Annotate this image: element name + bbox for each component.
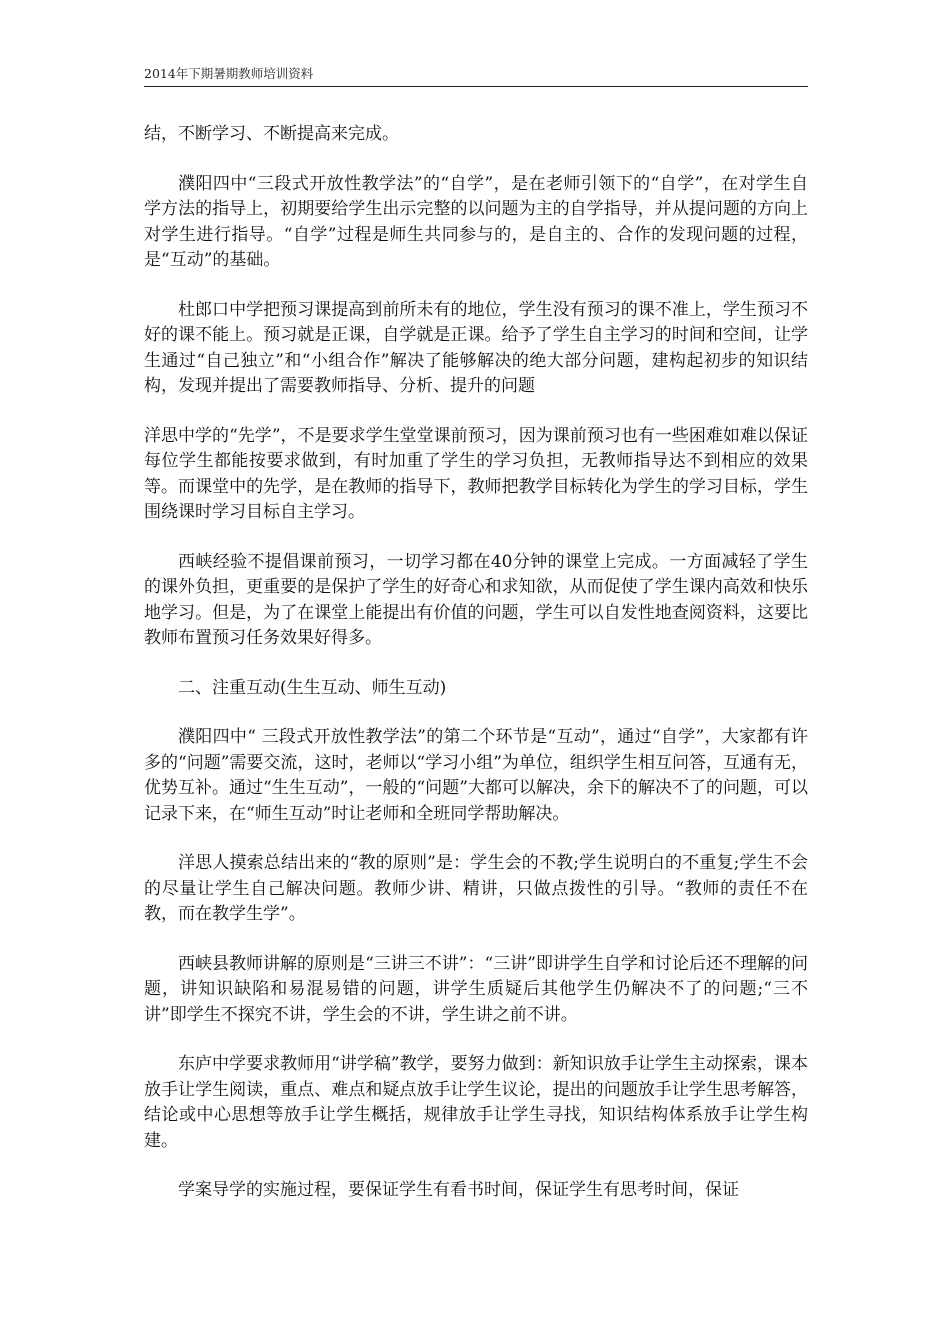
- paragraph-dulangkou-preview: 杜郎口中学把预习课提高到前所未有的地位，学生没有预习的课不准上，学生预习不好的课不能上。预习就是正课，自学就是正课。给予了学生自主学习的时间和空间，让学生通过“自己独立”和“小组合作”解决了能够解决的绝大部分问题，建构起初步的知识结构，发现并提出了需要教师指导、分析、提升的问题: [144, 299, 808, 396]
- paragraph-xixia-experience: 西峡经验不提倡课前预习，一切学习都在40分钟的课堂上完成。一方面减轻了学生的课外负担，更重要的是保护了学生的好奇心和求知欲，从而促使了学生课内高效和快乐地学习。但是，为了在课堂上能提出有价值的问题，学生可以自发性地查阅资料，这要比教师布置预习任务效果好得多。: [144, 551, 808, 648]
- paragraph-yangsi-teaching-principle: 洋思人摸索总结出来的“教的原则”是：学生会的不教;学生说明白的不重复;学生不会的尽量让学生自己解决问题。教师少讲、精讲，只做点拨性的引导。“教师的责任不在教，而在教学生学”。: [144, 853, 808, 924]
- page-header: [144, 64, 808, 87]
- section-heading-interaction: 二、注重互动(生生互动、师生互动): [178, 677, 447, 698]
- header-title: 2014年下期暑期教师培训资料: [144, 66, 314, 81]
- paragraph-puyang-selfstudy: 濮阳四中“三段式开放性教学法”的“自学”，是在老师引领下的“自学”，在对学生自学方法的指导上，初期要给学生出示完整的以问题为主的自学指导，并从提问题的方向上对学生进行指导。“自学”过程是师生共同参与的，是自主的、合作的发现问题的过程，是“互动”的基础。: [144, 173, 808, 270]
- paragraph-donglu-lecture-draft: 东庐中学要求教师用“讲学稿”教学，要努力做到：新知识放手让学生主动探索，课本放手让学生阅读，重点、难点和疑点放手让学生议论，提出的问题放手让学生思考解答，结论或中心思想等放手让学生概括，规律放手让学生寻找，知识结构体系放手让学生构建。: [144, 1054, 808, 1151]
- document-body: [144, 122, 808, 1228]
- paragraph-guided-learning: 学案导学的实施过程，要保证学生有看书时间，保证学生有思考时间，保证: [178, 1180, 739, 1200]
- paragraph-puyang-interaction: 濮阳四中“ 三段式开放性教学法”的第二个环节是“互动”，通过“自学”，大家都有许多的“问题”需要交流，这时，老师以“学习小组”为单位，组织学生相互问答，互通有无，优势互补。通过“生生互动”，一般的“问题”大都可以解决，余下的解决不了的问题，可以记录下来，在“师生互动”时让老师和全班同学帮助解决。: [144, 727, 808, 824]
- paragraph-xixia-three-lectures: 西峡县教师讲解的原则是“三讲三不讲”：“三讲”即讲学生自学和讨论后还不理解的问题，讲知识缺陷和易混易错的问题，讲学生质疑后其他学生仍解决不了的问题;“三不讲”即学生不探究不讲，学生会的不讲，学生讲之前不讲。: [144, 953, 808, 1025]
- paragraph-continuation: 结，不断学习、不断提高来完成。: [144, 124, 399, 144]
- paragraph-yangsi-prestudy: 洋思中学的“先学”，不是要求学生堂堂课前预习，因为课前预习也有一些困难如难以保证每位学生都能按要求做到，有时加重了学生的学习负担，无教师指导达不到相应的效果等。而课堂中的先学，是在教师的指导下，教师把教学目标转化为学生的学习目标，学生围绕课时学习目标自主学习。: [144, 425, 808, 522]
